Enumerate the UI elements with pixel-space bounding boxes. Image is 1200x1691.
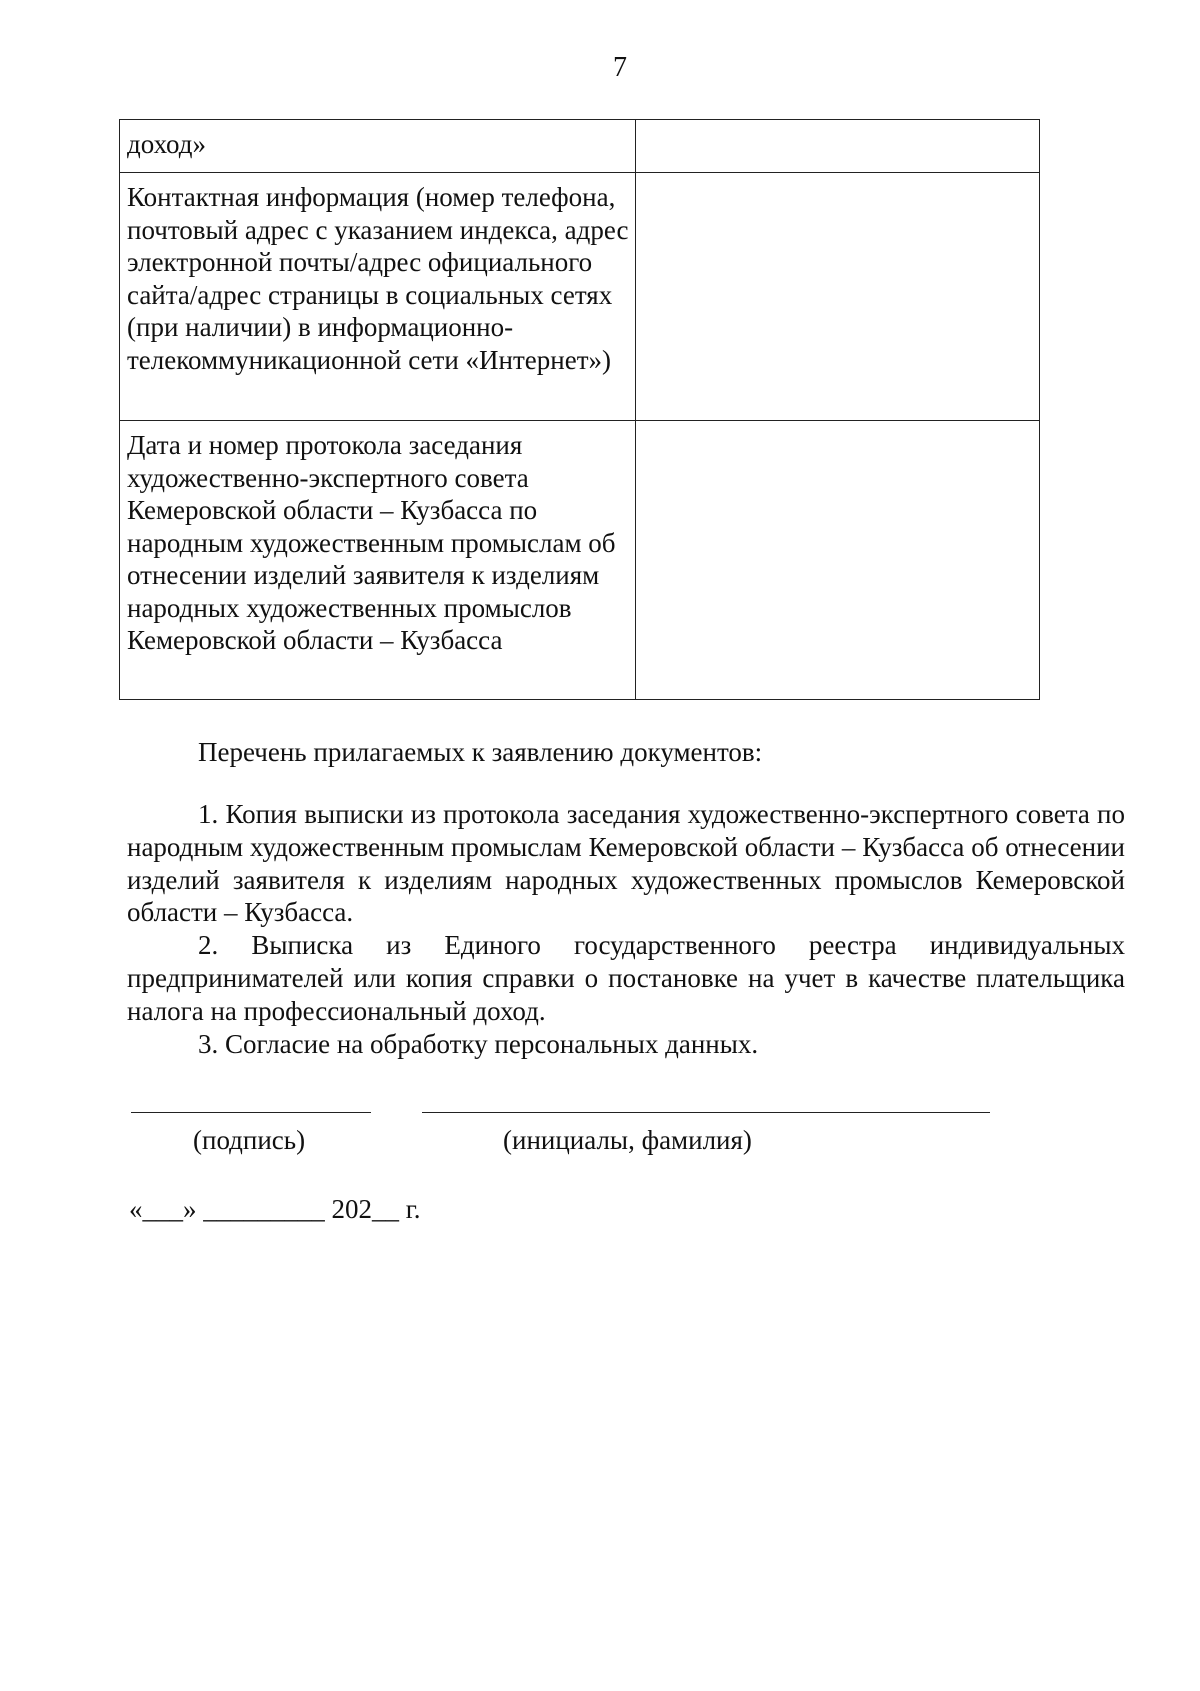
name-caption: (инициалы, фамилия) — [503, 1125, 752, 1155]
list-item: 3. Согласие на обработку персональных данных. — [198, 1028, 759, 1059]
table-cell-label: Дата и номер протокола заседания художественно-экспертного совета Кемеровской области – Кузбасса по народным художественным промыслам об отнесении изделий заявителя к изделиям народных художественных промыслов Кемеровской области – Кузбасса — [120, 421, 636, 700]
list-item: 1. Копия выписки из протокола заседания художественно-экспертного совета по народным художественным промыслам Кемеровской области – Кузбасса об отнесении изделий заявителя к изделиям народных художественных промыслов Кемеровской области – Кузбасса. — [127, 799, 1125, 928]
attachments-list — [127, 798, 1125, 1060]
page-number: 7 — [613, 52, 627, 83]
table-row — [120, 421, 1040, 700]
name-line[interactable] — [422, 1112, 990, 1113]
table-cell-label: Контактная информация (номер телефона, почтовый адрес с указанием индекса, адрес электронной почты/адрес официального сайта/адрес страницы в социальных сетях (при наличии) в информационно-телекоммуникационной сети «Интернет») — [120, 173, 636, 421]
table-cell-value[interactable] — [636, 120, 1040, 173]
signature-block — [131, 1112, 1031, 1172]
signature-caption: (подпись) — [193, 1125, 306, 1155]
application-form-table — [119, 119, 1040, 700]
table-cell-label: доход» — [120, 120, 636, 173]
table-row — [120, 120, 1040, 173]
table-row — [120, 173, 1040, 421]
attachments-heading: Перечень прилагаемых к заявлению документов: — [198, 737, 763, 767]
table-cell-value[interactable] — [636, 173, 1040, 421]
list-item: 2. Выписка из Единого государственного реестра индивидуальных предпринимателей или копия справки о постановке на учет в качестве плательщика налога на профессиональный доход. — [127, 930, 1125, 1026]
signature-line[interactable] — [131, 1112, 371, 1113]
date-line: «___» _________ 202__ г. — [129, 1194, 421, 1224]
table-cell-value[interactable] — [636, 421, 1040, 700]
